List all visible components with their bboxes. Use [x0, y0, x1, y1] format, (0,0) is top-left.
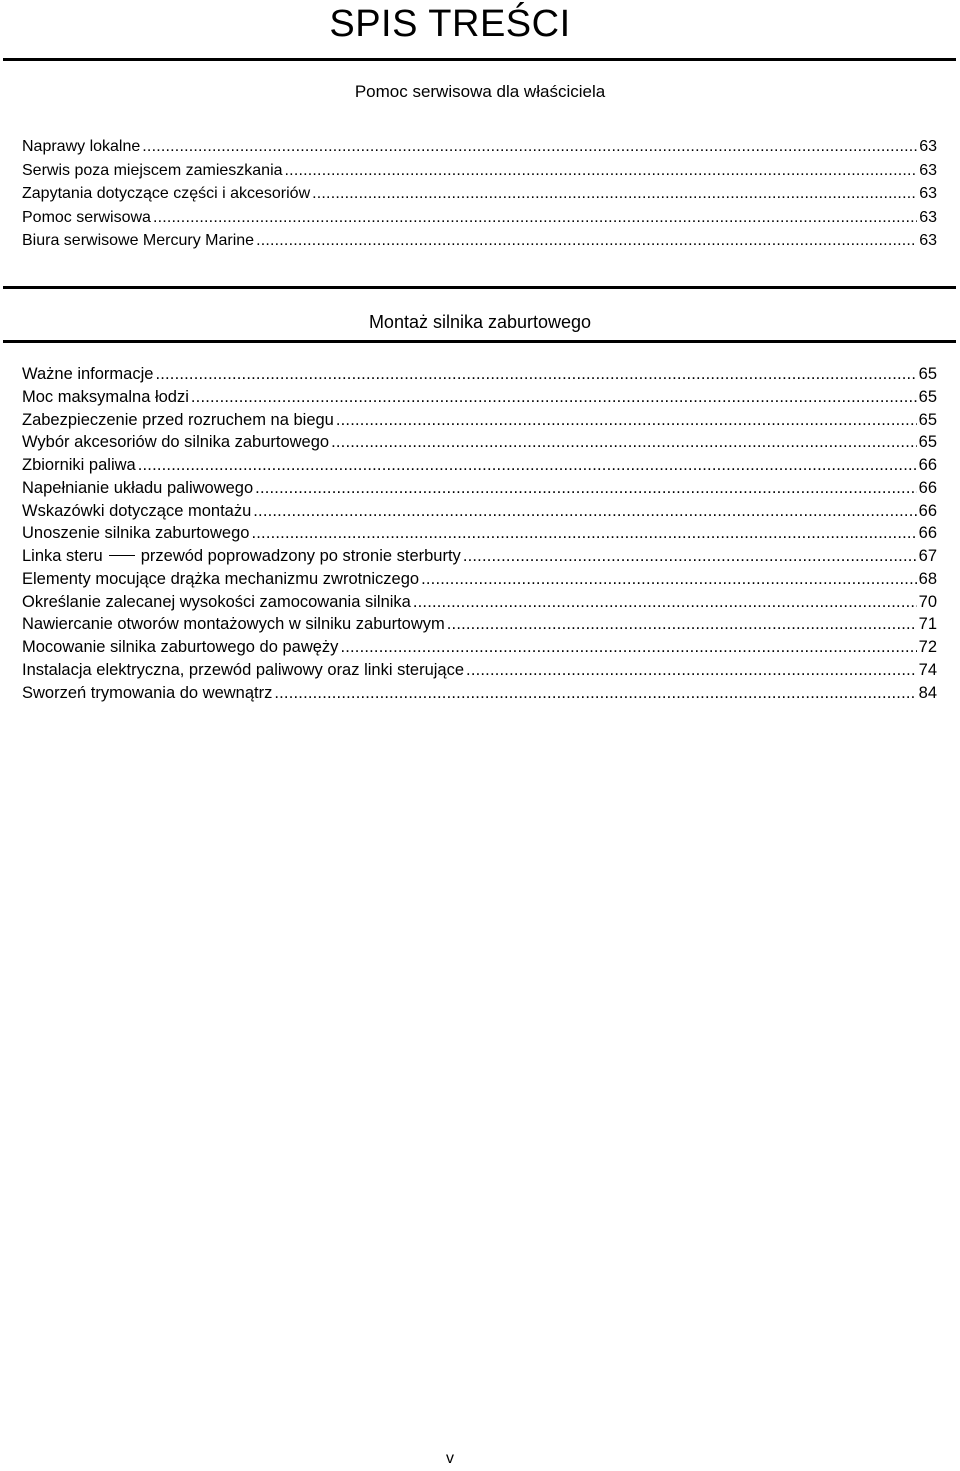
toc-entry[interactable]	[22, 522, 937, 545]
dot-leader	[191, 386, 917, 409]
toc-entry-page: 63	[919, 232, 937, 249]
dot-leader	[447, 613, 917, 636]
dot-leader	[413, 591, 917, 614]
dot-leader	[142, 135, 917, 159]
toc-entry[interactable]	[22, 182, 937, 206]
toc-entry-page: 63	[919, 161, 937, 179]
dot-leader	[421, 568, 917, 591]
toc-entry-label: Wskazówki dotyczące montażu	[22, 501, 252, 520]
toc-entry-label: Elementy mocujące drążka mechanizmu zwrotniczego	[22, 569, 420, 588]
page-title: SPIS TREŚCI	[329, 3, 571, 45]
toc-entry-page: 65	[918, 410, 937, 429]
toc-entry[interactable]	[22, 591, 937, 614]
toc-entry-page: 63	[919, 208, 937, 226]
dot-leader	[155, 363, 916, 386]
toc-entry-page: 65	[918, 433, 937, 452]
dot-leader	[251, 522, 916, 545]
toc-entry-label: Unoszenie silnika zaburtowego	[22, 524, 250, 543]
toc-entry-page: 66	[918, 478, 937, 497]
toc-entry-page: 68	[918, 569, 937, 588]
toc-entry-label: Zabezpieczenie przed rozruchem na biegu	[22, 410, 334, 429]
toc-entry-page: 66	[918, 524, 937, 543]
toc-entry[interactable]	[22, 135, 937, 159]
toc-entry-label: Nawiercanie otworów montażowych w silniku zaburtowym	[22, 615, 445, 634]
dot-leader	[463, 545, 917, 568]
toc-entry-page: 63	[919, 185, 937, 202]
toc-entry[interactable]	[22, 636, 937, 659]
dot-leader	[274, 682, 916, 705]
dot-leader	[285, 159, 918, 183]
dot-leader	[312, 182, 917, 206]
toc-entry[interactable]	[22, 659, 937, 682]
toc-entry-page: 71	[918, 615, 937, 634]
toc-entry-page: 74	[918, 660, 937, 679]
toc-entry-label	[22, 545, 461, 568]
toc-entry-label-part: przewód poprowadzony po stronie sterburty	[140, 547, 461, 565]
toc-entry-page: 72	[918, 638, 937, 656]
section-heading-outboard-installation: Montaż silnika zaburtowego	[368, 312, 592, 332]
title-divider	[3, 58, 956, 61]
toc-entry[interactable]	[22, 545, 937, 568]
toc-entry[interactable]	[22, 206, 937, 230]
toc-entry-page: 67	[918, 547, 937, 565]
dot-leader	[256, 229, 917, 253]
toc-entry[interactable]	[22, 500, 937, 523]
toc-entry-label: Napełnianie układu paliwowego	[22, 478, 254, 497]
toc-entry-page: 63	[919, 138, 937, 155]
section-heading-owner-service: Pomoc serwisowa dla właściciela	[354, 82, 606, 101]
toc-entry-page: 66	[918, 456, 937, 474]
dot-leader	[255, 477, 916, 500]
dot-leader	[336, 409, 917, 432]
toc-entry-label-part: Linka steru	[22, 547, 103, 565]
toc-entry-label: Zapytania dotyczące części i akcesoriów	[22, 185, 311, 202]
toc-entry-label: Określanie zalecanej wysokości zamocowania silnika	[22, 592, 411, 611]
toc-entry[interactable]	[22, 613, 937, 636]
toc-entry-label: Pomoc serwisowa	[22, 208, 151, 226]
page-number: v	[446, 1450, 454, 1467]
toc-entry[interactable]	[22, 454, 937, 477]
toc-entry[interactable]	[22, 409, 937, 432]
toc-entry[interactable]	[22, 682, 937, 705]
toc-entry-page: 66	[918, 501, 937, 520]
toc-entry-label: Mocowanie silnika zaburtowego do pawęży	[22, 638, 339, 656]
toc-entry-page: 70	[918, 592, 937, 611]
toc-entry-page: 65	[918, 387, 937, 406]
toc-entry-label: Wybór akcesoriów do silnika zaburtowego	[22, 433, 330, 452]
toc-entry-label: Instalacja elektryczna, przewód paliwowy oraz linki sterujące	[22, 660, 465, 679]
dot-leader	[466, 659, 917, 682]
toc-entry[interactable]	[22, 568, 937, 591]
toc-entry[interactable]	[22, 159, 937, 183]
section-divider-top	[3, 286, 956, 289]
toc-list-owner-service	[22, 135, 937, 253]
toc-entry[interactable]	[22, 229, 937, 253]
toc-entry[interactable]	[22, 363, 937, 386]
dot-leader	[340, 636, 916, 659]
toc-entry-label: Serwis poza miejscem zamieszkania	[22, 161, 283, 179]
toc-entry-label: Ważne informacje	[22, 365, 154, 383]
toc-entry-label: Sworzeń trymowania do wewnątrz	[22, 683, 273, 702]
dot-leader	[253, 500, 916, 523]
dot-leader	[153, 206, 917, 230]
section-divider-bottom	[3, 340, 956, 343]
toc-entry-page: 65	[918, 365, 937, 383]
dash-separator	[109, 555, 135, 556]
toc-entry-label: Naprawy lokalne	[22, 138, 141, 155]
toc-entry[interactable]	[22, 386, 937, 409]
toc-entry-label: Moc maksymalna łodzi	[22, 387, 189, 406]
dot-leader	[138, 454, 917, 477]
toc-entry-label: Zbiorniki paliwa	[22, 456, 136, 474]
toc-entry-label: Biura serwisowe Mercury Marine	[22, 232, 255, 249]
toc-entry[interactable]	[22, 431, 937, 454]
toc-entry-page: 84	[918, 683, 937, 702]
toc-entry[interactable]	[22, 477, 937, 500]
dot-leader	[331, 431, 917, 454]
toc-list-outboard-installation	[22, 363, 937, 704]
